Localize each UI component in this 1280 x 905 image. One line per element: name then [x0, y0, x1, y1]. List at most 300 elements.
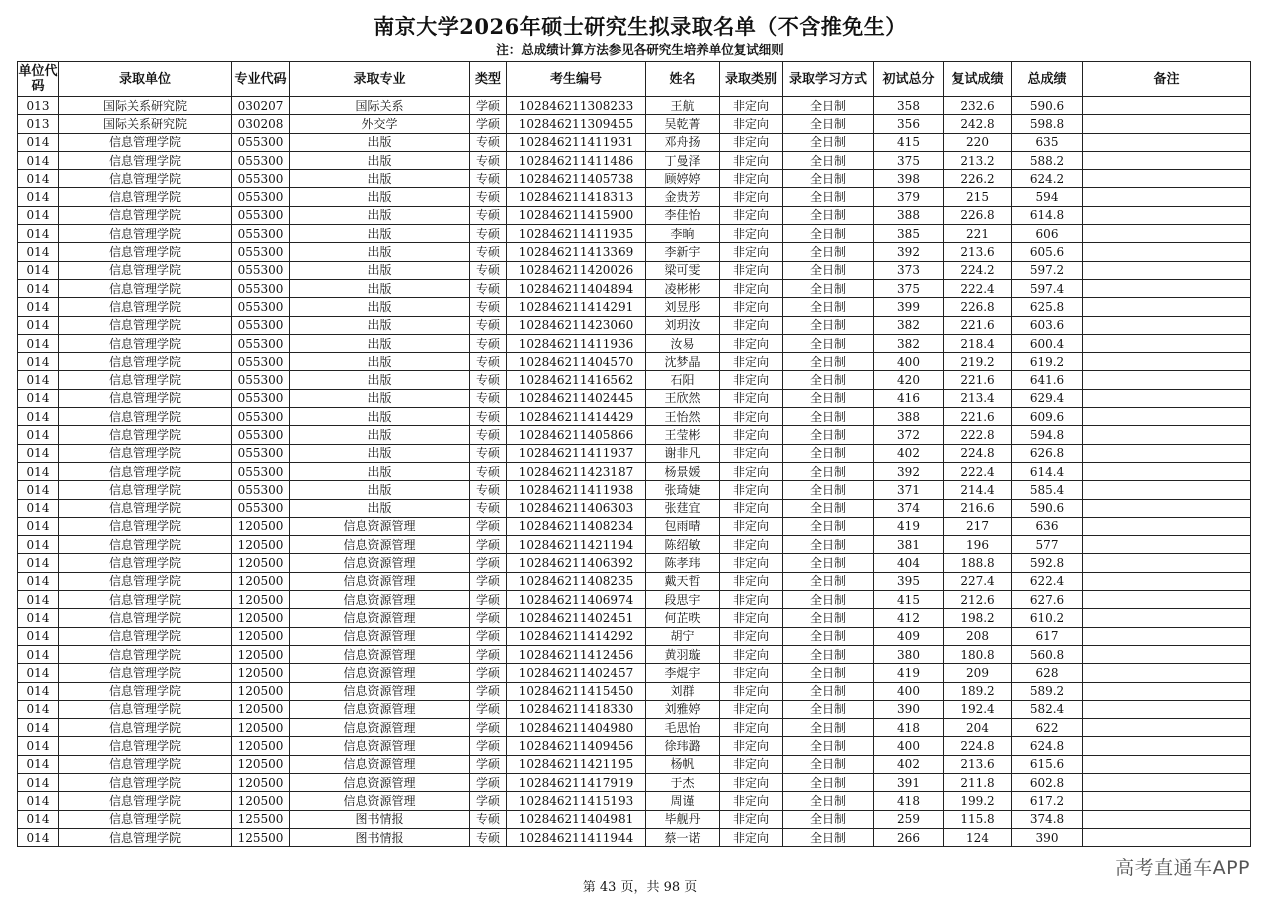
cell-total-score: 614.8	[1012, 206, 1083, 224]
cell-total-score: 560.8	[1012, 645, 1083, 663]
cell-exam-id: 102846211411937	[507, 444, 646, 462]
cell-type: 专硕	[470, 828, 507, 846]
cell-category: 非定向	[720, 499, 783, 517]
cell-study-mode: 全日制	[783, 627, 874, 645]
cell-category: 非定向	[720, 828, 783, 846]
cell-unit-code: 014	[18, 261, 59, 279]
cell-prelim-score: 391	[874, 773, 944, 791]
cell-name: 金贵芳	[646, 188, 720, 206]
cell-study-mode: 全日制	[783, 188, 874, 206]
cell-prelim-score: 398	[874, 170, 944, 188]
cell-remarks	[1083, 591, 1251, 609]
cell-name: 李佳怡	[646, 206, 720, 224]
cell-unit: 信息管理学院	[59, 151, 232, 169]
cell-category: 非定向	[720, 554, 783, 572]
cell-name: 梁可雯	[646, 261, 720, 279]
cell-exam-id: 102846211404570	[507, 353, 646, 371]
cell-type: 专硕	[470, 426, 507, 444]
cell-total-score: 626.8	[1012, 444, 1083, 462]
cell-exam-id: 102846211405866	[507, 426, 646, 444]
cell-exam-id: 102846211418313	[507, 188, 646, 206]
cell-type: 专硕	[470, 408, 507, 426]
cell-unit-code: 014	[18, 627, 59, 645]
table-row	[18, 243, 1251, 261]
cell-study-mode: 全日制	[783, 682, 874, 700]
cell-total-score: 641.6	[1012, 371, 1083, 389]
cell-remarks	[1083, 389, 1251, 407]
cell-type: 专硕	[470, 810, 507, 828]
cell-major-code: 120500	[232, 645, 290, 663]
cell-major: 信息资源管理	[290, 536, 470, 554]
cell-study-mode: 全日制	[783, 316, 874, 334]
cell-exam-id: 102846211406392	[507, 554, 646, 572]
cell-remarks	[1083, 462, 1251, 480]
cell-name: 杨景媛	[646, 462, 720, 480]
cell-retest-score: 222.4	[944, 279, 1012, 297]
cell-retest-score: 224.8	[944, 737, 1012, 755]
cell-type: 学硕	[470, 627, 507, 645]
table-row	[18, 499, 1251, 517]
cell-name: 沈梦晶	[646, 353, 720, 371]
cell-category: 非定向	[720, 664, 783, 682]
cell-unit-code: 014	[18, 151, 59, 169]
cell-study-mode: 全日制	[783, 334, 874, 352]
cell-study-mode: 全日制	[783, 536, 874, 554]
cell-exam-id: 102846211423060	[507, 316, 646, 334]
cell-category: 非定向	[720, 719, 783, 737]
cell-unit-code: 014	[18, 334, 59, 352]
cell-category: 非定向	[720, 462, 783, 480]
table-body	[18, 97, 1251, 847]
cell-name: 顾婷婷	[646, 170, 720, 188]
cell-unit-code: 014	[18, 591, 59, 609]
cell-type: 专硕	[470, 133, 507, 151]
cell-remarks	[1083, 133, 1251, 151]
cell-remarks	[1083, 554, 1251, 572]
cell-study-mode: 全日制	[783, 353, 874, 371]
cell-type: 学硕	[470, 554, 507, 572]
cell-major: 出版	[290, 298, 470, 316]
cell-major-code: 120500	[232, 627, 290, 645]
cell-type: 专硕	[470, 188, 507, 206]
cell-retest-score: 242.8	[944, 115, 1012, 133]
cell-remarks	[1083, 261, 1251, 279]
cell-type: 专硕	[470, 499, 507, 517]
cell-study-mode: 全日制	[783, 517, 874, 535]
cell-prelim-score: 419	[874, 517, 944, 535]
cell-exam-id: 102846211411944	[507, 828, 646, 846]
cell-category: 非定向	[720, 517, 783, 535]
cell-major-code: 030207	[232, 97, 290, 115]
cell-retest-score: 221	[944, 225, 1012, 243]
cell-prelim-score: 416	[874, 389, 944, 407]
cell-unit-code: 014	[18, 664, 59, 682]
cell-category: 非定向	[720, 243, 783, 261]
cell-major: 出版	[290, 426, 470, 444]
cell-unit: 信息管理学院	[59, 225, 232, 243]
cell-exam-id: 102846211406974	[507, 591, 646, 609]
cell-total-score: 636	[1012, 517, 1083, 535]
cell-total-score: 603.6	[1012, 316, 1083, 334]
cell-unit-code: 014	[18, 316, 59, 334]
cell-remarks	[1083, 682, 1251, 700]
cell-total-score: 614.4	[1012, 462, 1083, 480]
cell-total-score: 588.2	[1012, 151, 1083, 169]
cell-exam-id: 102846211411936	[507, 334, 646, 352]
cell-retest-score: 218.4	[944, 334, 1012, 352]
cell-type: 学硕	[470, 773, 507, 791]
cell-unit: 信息管理学院	[59, 810, 232, 828]
cell-major: 国际关系	[290, 97, 470, 115]
cell-major: 出版	[290, 408, 470, 426]
cell-study-mode: 全日制	[783, 298, 874, 316]
cell-major: 出版	[290, 499, 470, 517]
cell-retest-score: 220	[944, 133, 1012, 151]
cell-category: 非定向	[720, 700, 783, 718]
cell-unit: 信息管理学院	[59, 426, 232, 444]
cell-unit: 信息管理学院	[59, 517, 232, 535]
cell-major: 出版	[290, 188, 470, 206]
cell-prelim-score: 418	[874, 792, 944, 810]
cell-type: 专硕	[470, 462, 507, 480]
cell-study-mode: 全日制	[783, 737, 874, 755]
cell-category: 非定向	[720, 591, 783, 609]
cell-study-mode: 全日制	[783, 225, 874, 243]
cell-prelim-score: 412	[874, 609, 944, 627]
cell-retest-score: 212.6	[944, 591, 1012, 609]
header-row	[18, 62, 1251, 97]
cell-retest-score: 216.6	[944, 499, 1012, 517]
cell-total-score: 619.2	[1012, 353, 1083, 371]
cell-unit-code: 014	[18, 719, 59, 737]
cell-prelim-score: 395	[874, 572, 944, 590]
table-row	[18, 115, 1251, 133]
cell-unit: 信息管理学院	[59, 554, 232, 572]
cell-prelim-score: 388	[874, 408, 944, 426]
cell-retest-score: 226.8	[944, 206, 1012, 224]
cell-major-code: 120500	[232, 572, 290, 590]
table-row	[18, 664, 1251, 682]
cell-category: 非定向	[720, 334, 783, 352]
cell-type: 专硕	[470, 353, 507, 371]
cell-unit: 信息管理学院	[59, 334, 232, 352]
cell-study-mode: 全日制	[783, 462, 874, 480]
cell-type: 学硕	[470, 115, 507, 133]
admission-table	[17, 61, 1251, 847]
cell-unit-code: 014	[18, 499, 59, 517]
cell-name: 刘雅婷	[646, 700, 720, 718]
cell-study-mode: 全日制	[783, 426, 874, 444]
cell-prelim-score: 373	[874, 261, 944, 279]
cell-category: 非定向	[720, 133, 783, 151]
cell-category: 非定向	[720, 316, 783, 334]
cell-retest-score: 222.8	[944, 426, 1012, 444]
cell-retest-score: 224.2	[944, 261, 1012, 279]
cell-study-mode: 全日制	[783, 279, 874, 297]
cell-exam-id: 102846211408235	[507, 572, 646, 590]
cell-major: 出版	[290, 444, 470, 462]
cell-prelim-score: 382	[874, 316, 944, 334]
cell-major-code: 120500	[232, 591, 290, 609]
cell-major-code: 120500	[232, 536, 290, 554]
cell-major-code: 120500	[232, 700, 290, 718]
cell-prelim-score: 379	[874, 188, 944, 206]
cell-retest-score: 204	[944, 719, 1012, 737]
cell-remarks	[1083, 426, 1251, 444]
cell-exam-id: 102846211402451	[507, 609, 646, 627]
cell-unit-code: 014	[18, 298, 59, 316]
cell-total-score: 582.4	[1012, 700, 1083, 718]
cell-unit-code: 014	[18, 810, 59, 828]
cell-retest-score: 213.6	[944, 755, 1012, 773]
cell-remarks	[1083, 316, 1251, 334]
cell-name: 凌彬彬	[646, 279, 720, 297]
cell-total-score: 624.8	[1012, 737, 1083, 755]
cell-study-mode: 全日制	[783, 408, 874, 426]
table-row	[18, 97, 1251, 115]
cell-total-score: 602.8	[1012, 773, 1083, 791]
cell-category: 非定向	[720, 682, 783, 700]
page-title: 南京大学2026年硕士研究生拟录取名单（不含推免生）	[373, 14, 907, 39]
cell-major-code: 120500	[232, 664, 290, 682]
cell-prelim-score: 420	[874, 371, 944, 389]
cell-remarks	[1083, 645, 1251, 663]
cell-major: 出版	[290, 389, 470, 407]
cell-exam-id: 102846211421195	[507, 755, 646, 773]
cell-prelim-score: 390	[874, 700, 944, 718]
col-category: 录取类别	[720, 62, 783, 97]
cell-exam-id: 102846211420026	[507, 261, 646, 279]
cell-unit: 信息管理学院	[59, 389, 232, 407]
cell-unit: 信息管理学院	[59, 682, 232, 700]
cell-remarks	[1083, 115, 1251, 133]
cell-category: 非定向	[720, 444, 783, 462]
cell-prelim-score: 399	[874, 298, 944, 316]
cell-total-score: 374.8	[1012, 810, 1083, 828]
cell-study-mode: 全日制	[783, 261, 874, 279]
cell-major: 出版	[290, 133, 470, 151]
cell-major-code: 125500	[232, 810, 290, 828]
cell-type: 学硕	[470, 572, 507, 590]
cell-major: 出版	[290, 243, 470, 261]
table-row	[18, 225, 1251, 243]
cell-unit: 信息管理学院	[59, 572, 232, 590]
cell-category: 非定向	[720, 353, 783, 371]
cell-category: 非定向	[720, 115, 783, 133]
cell-unit: 国际关系研究院	[59, 115, 232, 133]
cell-unit: 信息管理学院	[59, 444, 232, 462]
cell-major-code: 120500	[232, 773, 290, 791]
cell-major-code: 055300	[232, 481, 290, 499]
cell-study-mode: 全日制	[783, 810, 874, 828]
cell-name: 丁曼泽	[646, 151, 720, 169]
cell-remarks	[1083, 481, 1251, 499]
table-row	[18, 444, 1251, 462]
cell-retest-score: 217	[944, 517, 1012, 535]
cell-type: 专硕	[470, 261, 507, 279]
cell-unit-code: 014	[18, 389, 59, 407]
cell-unit: 信息管理学院	[59, 279, 232, 297]
cell-retest-score: 215	[944, 188, 1012, 206]
cell-type: 学硕	[470, 737, 507, 755]
cell-category: 非定向	[720, 97, 783, 115]
cell-remarks	[1083, 371, 1251, 389]
cell-prelim-score: 404	[874, 554, 944, 572]
cell-total-score: 617.2	[1012, 792, 1083, 810]
cell-exam-id: 102846211416562	[507, 371, 646, 389]
cell-name: 李焜宇	[646, 664, 720, 682]
cell-category: 非定向	[720, 371, 783, 389]
cell-major-code: 055300	[232, 371, 290, 389]
cell-major-code: 120500	[232, 792, 290, 810]
cell-retest-score: 199.2	[944, 792, 1012, 810]
cell-unit: 信息管理学院	[59, 133, 232, 151]
cell-prelim-score: 259	[874, 810, 944, 828]
cell-category: 非定向	[720, 206, 783, 224]
cell-total-score: 598.8	[1012, 115, 1083, 133]
cell-unit-code: 014	[18, 682, 59, 700]
cell-study-mode: 全日制	[783, 499, 874, 517]
cell-major: 信息资源管理	[290, 737, 470, 755]
cell-prelim-score: 419	[874, 664, 944, 682]
cell-name: 刘玥汝	[646, 316, 720, 334]
cell-exam-id: 102846211404981	[507, 810, 646, 828]
cell-unit: 信息管理学院	[59, 664, 232, 682]
cell-name: 李晌	[646, 225, 720, 243]
cell-unit: 信息管理学院	[59, 828, 232, 846]
cell-category: 非定向	[720, 279, 783, 297]
cell-study-mode: 全日制	[783, 97, 874, 115]
cell-major-code: 120500	[232, 682, 290, 700]
col-prelim-score: 初试总分	[874, 62, 944, 97]
cell-retest-score: 209	[944, 664, 1012, 682]
cell-total-score: 605.6	[1012, 243, 1083, 261]
cell-type: 学硕	[470, 755, 507, 773]
cell-total-score: 600.4	[1012, 334, 1083, 352]
cell-remarks	[1083, 151, 1251, 169]
cell-unit: 信息管理学院	[59, 700, 232, 718]
cell-name: 胡宁	[646, 627, 720, 645]
cell-major-code: 055300	[232, 444, 290, 462]
cell-major-code: 055300	[232, 206, 290, 224]
cell-major-code: 120500	[232, 755, 290, 773]
cell-type: 专硕	[470, 225, 507, 243]
cell-remarks	[1083, 700, 1251, 718]
cell-name: 戴天哲	[646, 572, 720, 590]
cell-remarks	[1083, 408, 1251, 426]
cell-unit: 信息管理学院	[59, 243, 232, 261]
cell-exam-id: 102846211414429	[507, 408, 646, 426]
cell-major: 信息资源管理	[290, 627, 470, 645]
table-row	[18, 737, 1251, 755]
cell-retest-score: 188.8	[944, 554, 1012, 572]
cell-category: 非定向	[720, 389, 783, 407]
cell-name: 陈孝玮	[646, 554, 720, 572]
cell-remarks	[1083, 536, 1251, 554]
cell-category: 非定向	[720, 170, 783, 188]
cell-name: 汝易	[646, 334, 720, 352]
cell-exam-id: 102846211423187	[507, 462, 646, 480]
cell-remarks	[1083, 664, 1251, 682]
cell-unit-code: 014	[18, 444, 59, 462]
cell-study-mode: 全日制	[783, 719, 874, 737]
cell-major: 信息资源管理	[290, 645, 470, 663]
cell-study-mode: 全日制	[783, 151, 874, 169]
cell-retest-score: 189.2	[944, 682, 1012, 700]
cell-major: 信息资源管理	[290, 554, 470, 572]
cell-category: 非定向	[720, 627, 783, 645]
cell-unit: 信息管理学院	[59, 536, 232, 554]
cell-category: 非定向	[720, 261, 783, 279]
cell-remarks	[1083, 279, 1251, 297]
cell-total-score: 390	[1012, 828, 1083, 846]
cell-unit-code: 014	[18, 517, 59, 535]
cell-unit-code: 014	[18, 700, 59, 718]
table-row	[18, 316, 1251, 334]
cell-name: 谢非凡	[646, 444, 720, 462]
watermark-logo-text: 高考直通车APP	[1115, 857, 1250, 879]
cell-unit: 信息管理学院	[59, 719, 232, 737]
cell-type: 专硕	[470, 316, 507, 334]
cell-exam-id: 102846211412456	[507, 645, 646, 663]
cell-remarks	[1083, 444, 1251, 462]
cell-major-code: 120500	[232, 517, 290, 535]
cell-study-mode: 全日制	[783, 389, 874, 407]
cell-major: 出版	[290, 151, 470, 169]
cell-major-code: 055300	[232, 151, 290, 169]
cell-category: 非定向	[720, 298, 783, 316]
cell-retest-score: 180.8	[944, 645, 1012, 663]
cell-total-score: 590.6	[1012, 499, 1083, 517]
table-row	[18, 536, 1251, 554]
cell-retest-score: 232.6	[944, 97, 1012, 115]
cell-remarks	[1083, 97, 1251, 115]
cell-study-mode: 全日制	[783, 554, 874, 572]
cell-unit-code: 014	[18, 408, 59, 426]
cell-total-score: 629.4	[1012, 389, 1083, 407]
cell-major: 信息资源管理	[290, 517, 470, 535]
cell-total-score: 592.8	[1012, 554, 1083, 572]
cell-study-mode: 全日制	[783, 755, 874, 773]
cell-major: 出版	[290, 353, 470, 371]
cell-exam-id: 102846211402457	[507, 664, 646, 682]
cell-name: 王航	[646, 97, 720, 115]
cell-unit: 国际关系研究院	[59, 97, 232, 115]
cell-major: 图书情报	[290, 828, 470, 846]
cell-prelim-score: 409	[874, 627, 944, 645]
table-row	[18, 645, 1251, 663]
cell-retest-score: 226.2	[944, 170, 1012, 188]
cell-major: 出版	[290, 334, 470, 352]
cell-unit: 信息管理学院	[59, 462, 232, 480]
cell-prelim-score: 385	[874, 225, 944, 243]
cell-retest-score: 124	[944, 828, 1012, 846]
cell-total-score: 624.2	[1012, 170, 1083, 188]
cell-unit-code: 013	[18, 115, 59, 133]
table-row	[18, 170, 1251, 188]
cell-remarks	[1083, 353, 1251, 371]
cell-study-mode: 全日制	[783, 243, 874, 261]
cell-major-code: 125500	[232, 828, 290, 846]
cell-name: 王欣然	[646, 389, 720, 407]
cell-major: 出版	[290, 462, 470, 480]
cell-unit: 信息管理学院	[59, 792, 232, 810]
col-study-mode: 录取学习方式	[783, 62, 874, 97]
table-row	[18, 810, 1251, 828]
cell-name: 陈绍敏	[646, 536, 720, 554]
cell-unit-code: 014	[18, 279, 59, 297]
cell-exam-id: 102846211415900	[507, 206, 646, 224]
